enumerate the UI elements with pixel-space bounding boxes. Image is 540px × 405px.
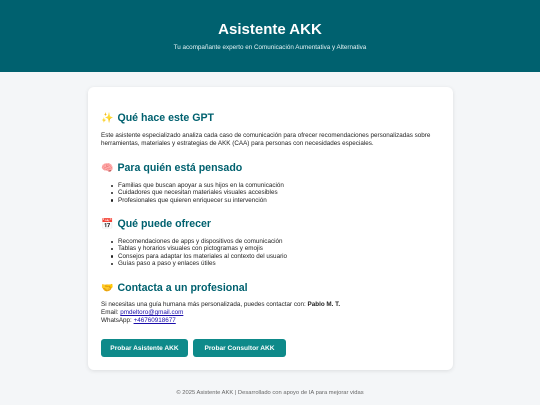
- list-item: Tablas y horarios visuales con pictogramas y emojis: [110, 245, 287, 252]
- page-subtitle: Tu acompañante experto en Comunicación Aumentativa y Alternativa: [173, 44, 367, 51]
- page-title: Asistente AKK: [218, 21, 322, 38]
- list-item: Consejos para adaptar los materiales al contexto del usuario: [110, 253, 287, 260]
- list-item: Familias que buscan apoyar a sus hijos en la comunicación: [110, 182, 284, 189]
- section-title-who-label: Para quién está pensado: [117, 162, 243, 174]
- section-title-what-label: Qué hace este GPT: [117, 112, 215, 124]
- list-item: Profesionales que quieren enriquecer su intervención: [110, 197, 284, 204]
- try-assistant-button[interactable]: Probar Asistente AKK: [101, 339, 188, 357]
- section-text-what: Este asistente especializado analiza cada caso de comunicación para ofrecer recomendaciones personalizadas sobre herramientas, materiales y estrategias de AKK (CAA) para personas con necesidades especiales.: [101, 132, 431, 147]
- contact-intro: [101, 301, 340, 309]
- section-title-offer: [101, 218, 211, 231]
- email-label: Email:: [101, 309, 119, 316]
- contact-whatsapp-line: [101, 317, 176, 325]
- contact-name: Pablo M. T.: [307, 301, 341, 308]
- list-item: Cuidadores que necesitan materiales visuales accesibles: [110, 189, 284, 196]
- section-title-who: [101, 162, 242, 175]
- footer-text: © 2025 Asistente AKK | Desarrollado con apoyo de IA para mejorar vidas: [176, 390, 364, 396]
- section-title-contact: [101, 282, 248, 295]
- list-item: Guías paso a paso y enlaces útiles: [110, 260, 287, 267]
- who-list: [110, 182, 284, 204]
- contact-email-line: [101, 309, 183, 317]
- whatsapp-link[interactable]: +46760918677: [133, 317, 176, 324]
- try-consultant-button[interactable]: Probar Consultor AKK: [193, 339, 286, 357]
- section-title-offer-label: Qué puede ofrecer: [117, 218, 212, 230]
- email-link[interactable]: pmdeltoro@gmail.com: [120, 309, 184, 316]
- handshake-icon: 🤝: [101, 283, 114, 294]
- list-item: Recomendaciones de apps y dispositivos de comunicación: [110, 238, 287, 245]
- whatsapp-label: WhatsApp:: [101, 317, 132, 324]
- site-header: [0, 0, 540, 72]
- offer-list: [110, 238, 287, 268]
- calendar-icon: 📅: [101, 219, 114, 230]
- section-title-contact-label: Contacta a un profesional: [117, 282, 248, 294]
- section-title-what: [101, 112, 214, 125]
- brain-icon: 🧠: [101, 163, 114, 174]
- contact-intro-text: Si necesitas una guía humana más personalizada, puedes contactar con:: [101, 301, 306, 308]
- sparkles-icon: ✨: [101, 113, 114, 124]
- info-card: [88, 87, 453, 370]
